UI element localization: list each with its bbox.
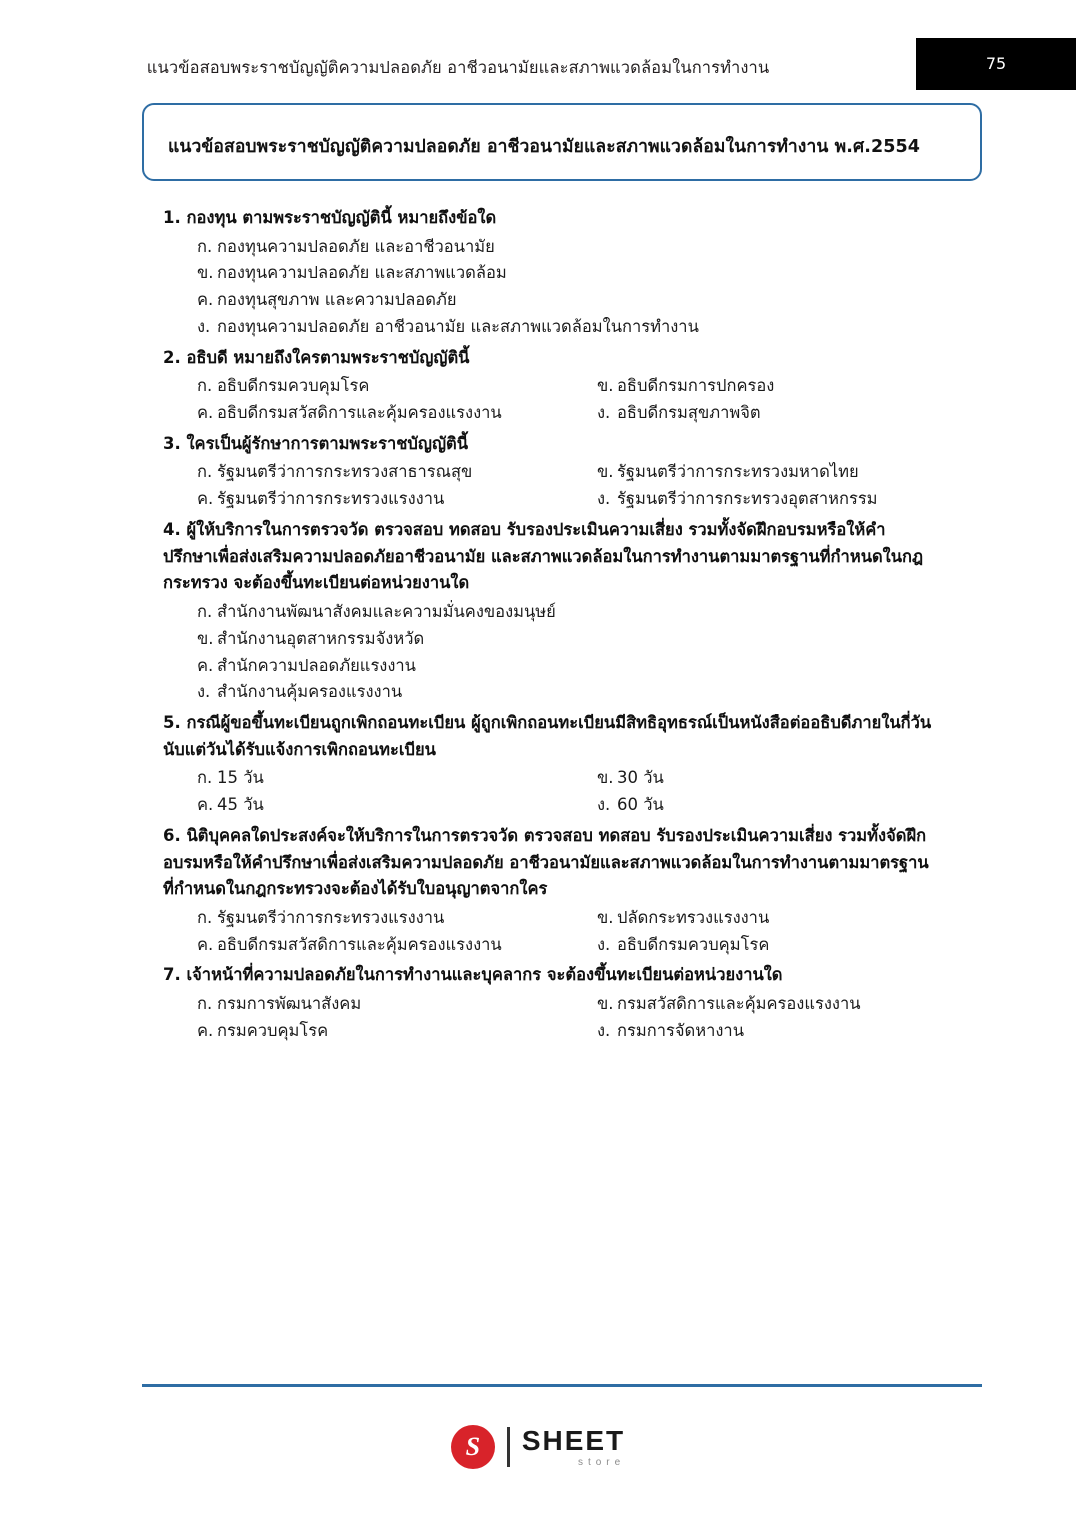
choice-option[interactable]: [163, 400, 563, 427]
choice-text: อธิบดีกรมควบคุมโรค: [617, 934, 770, 954]
choice-text: อธิบดีกรมควบคุมโรค: [217, 376, 370, 396]
choice-list: [163, 234, 953, 341]
choice-letter: ข.: [197, 263, 214, 283]
question-text: 1. กองทุน ตามพระราชบัญญัตินี้ หมายถึงข้อใด: [163, 208, 497, 227]
choice-letter: ก.: [197, 994, 213, 1014]
choice-letter: ง.: [597, 795, 611, 815]
choice-text: สำนักงานพัฒนาสังคมและความมั่นคงของมนุษย์: [217, 602, 556, 622]
document-title-banner: [142, 103, 982, 181]
question-text: 3. ใครเป็นผู้รักษาการตามพระราชบัญญัตินี้: [163, 433, 468, 453]
choice-text: รัฐมนตรีว่าการกระทรวงแรงงาน: [217, 907, 445, 927]
choice-letter: ง.: [597, 489, 611, 509]
choice-option[interactable]: [163, 765, 563, 792]
choice-option[interactable]: [563, 765, 953, 792]
choice-text: สำนักงานคุ้มครองแรงงาน: [217, 682, 403, 702]
choice-option[interactable]: [163, 653, 953, 680]
choice-letter: ค.: [197, 489, 214, 509]
questions-container: [163, 205, 953, 1049]
choice-letter: ง.: [597, 403, 611, 423]
choice-letter: ง.: [597, 934, 611, 954]
choice-text: กองทุนความปลอดภัย และอาชีวอนามัย: [217, 236, 495, 256]
choice-option[interactable]: [563, 486, 953, 513]
choice-option[interactable]: [563, 792, 953, 819]
choice-letter: ก.: [197, 602, 213, 622]
choice-option[interactable]: [163, 287, 953, 314]
choice-list: [163, 373, 953, 426]
choice-option[interactable]: [563, 1018, 953, 1045]
choice-text: รัฐมนตรีว่าการกระทรวงสาธารณสุข: [217, 462, 473, 482]
choice-list: [163, 459, 953, 512]
choice-option[interactable]: [163, 314, 953, 341]
choice-text: อธิบดีกรมสวัสดิการและคุ้มครองแรงงาน: [217, 403, 502, 423]
choice-text: รัฐมนตรีว่าการกระทรวงแรงงาน: [217, 489, 445, 509]
choice-option[interactable]: [563, 991, 953, 1018]
choice-letter: ข.: [597, 907, 614, 927]
question-text: 6. นิติบุคคลใดประสงค์จะให้บริการในการตรวจวัด ตรวจสอบ ทดสอบ รับรองประเมินความเสี่ยง รวมทั้งจัดฝึกอบรมหรือให้คำปรึกษาเพื่อส่งเสริมความปลอดภัย อาชีวอนามัยและสภาพแวดล้อมในการทำงานตามมาตรฐานที่กำหนดในกฎกระทรวงจะต้องได้รับใบอนุญาตจากใคร: [163, 825, 929, 899]
choice-letter: ง.: [197, 682, 211, 702]
question-item: [163, 962, 953, 1044]
choice-letter: ง.: [597, 1020, 611, 1040]
choice-option[interactable]: [163, 459, 563, 486]
choice-list: [163, 905, 953, 958]
choice-letter: ค.: [197, 403, 214, 423]
choice-text: รัฐมนตรีว่าการกระทรวงอุตสาหกรรม: [617, 489, 878, 509]
choice-letter: ข.: [197, 628, 214, 648]
choice-letter: ข.: [597, 376, 614, 396]
question-text: 2. อธิบดี หมายถึงใครตามพระราชบัญญัตินี้: [163, 347, 470, 367]
choice-letter: ก.: [197, 768, 213, 788]
choice-text: กองทุนความปลอดภัย อาชีวอนามัย และสภาพแวดล้อมในการทำงาน: [217, 316, 699, 336]
question-item: [163, 431, 953, 513]
question-item: [163, 205, 953, 341]
choice-letter: ข.: [597, 462, 614, 482]
logo-sub-text: store: [577, 1456, 626, 1468]
choice-option[interactable]: [163, 679, 953, 706]
choice-text: สำนักความปลอดภัยแรงงาน: [217, 655, 416, 675]
choice-text: สำนักงานอุตสาหกรรมจังหวัด: [217, 628, 425, 648]
choice-text: อธิบดีกรมการปกครอง: [617, 376, 775, 396]
question-item: [163, 345, 953, 427]
choice-text: กรมควบคุมโรค: [217, 1020, 329, 1040]
question-text: 5. กรณีผู้ขอขึ้นทะเบียนถูกเพิกถอนทะเบียน ผู้ถูกเพิกถอนทะเบียนมีสิทธิอุทธรณ์เป็นหนังสือต่ออธิบดีภายในกี่วันนับแต่วันได้รับแจ้งการเพิกถอนทะเบียน: [163, 712, 932, 759]
choice-option[interactable]: [163, 260, 953, 287]
choice-text: อธิบดีกรมสุขภาพจิต: [617, 403, 761, 423]
page-header: [0, 0, 1076, 90]
running-header-title: แนวข้อสอบพระราชบัญญัติความปลอดภัย อาชีวอนามัยและสภาพแวดล้อมในการทำงาน: [146, 58, 770, 77]
choice-letter: ค.: [197, 290, 214, 310]
choice-letter: ค.: [197, 1020, 214, 1040]
choice-letter: ก.: [197, 462, 213, 482]
footer-logo: [0, 1412, 1076, 1482]
choice-letter: ค.: [197, 795, 214, 815]
sheet-store-logo-icon: S: [451, 1425, 495, 1469]
choice-text: กรมสวัสดิการและคุ้มครองแรงงาน: [617, 994, 861, 1014]
choice-text: อธิบดีกรมสวัสดิการและคุ้มครองแรงงาน: [217, 934, 502, 954]
footer-divider: [142, 1384, 982, 1387]
choice-list: [163, 599, 953, 706]
question-text: 4. ผู้ให้บริการในการตรวจวัด ตรวจสอบ ทดสอบ รับรองประเมินความเสี่ยง รวมทั้งจัดฝึกอบรมหรือให้คำปรึกษาเพื่อส่งเสริมความปลอดภัยอาชีวอนามัย และสภาพแวดล้อมในการทำงานตามมาตรฐานที่กำหนดในกฎกระทรวง จะต้องขึ้นทะเบียนต่อหน่วยงานใด: [163, 519, 924, 593]
choice-option[interactable]: [163, 373, 563, 400]
choice-option[interactable]: [163, 626, 953, 653]
choice-text: ปลัดกระทรวงแรงงาน: [617, 907, 770, 927]
choice-option[interactable]: [163, 991, 563, 1018]
choice-text: รัฐมนตรีว่าการกระทรวงมหาดไทย: [617, 462, 859, 482]
question-item: [163, 517, 953, 706]
choice-text: 45 วัน: [217, 795, 264, 815]
choice-text: 30 วัน: [617, 768, 664, 788]
logo-wordmark: [521, 1424, 626, 1468]
choice-option[interactable]: [163, 792, 563, 819]
choice-letter: ข.: [597, 994, 614, 1014]
choice-option[interactable]: [563, 400, 953, 427]
choice-letter: ข.: [597, 768, 614, 788]
choice-letter: ง.: [197, 316, 211, 336]
choice-text: กองทุนความปลอดภัย และสภาพแวดล้อม: [217, 263, 507, 283]
choice-option[interactable]: [563, 459, 953, 486]
choice-letter: ก.: [197, 376, 213, 396]
choice-option[interactable]: [163, 905, 563, 932]
choice-text: กรมการจัดหางาน: [617, 1020, 744, 1040]
choice-text: กองทุนสุขภาพ และความปลอดภัย: [217, 290, 457, 310]
choice-text: 60 วัน: [617, 795, 664, 815]
choice-letter: ค.: [197, 655, 214, 675]
choice-option[interactable]: [163, 932, 563, 959]
page-number-box: [916, 38, 1076, 90]
logo-main-text: SHEET: [521, 1424, 626, 1456]
question-item: [163, 710, 953, 819]
choice-option[interactable]: [163, 234, 953, 261]
choice-letter: ก.: [197, 907, 213, 927]
question-text: 7. เจ้าหน้าที่ความปลอดภัยในการทำงานและบุคลากร จะต้องขึ้นทะเบียนต่อหน่วยงานใด: [163, 965, 783, 985]
choice-option[interactable]: [163, 1018, 563, 1045]
page-number: 75: [985, 54, 1007, 73]
choice-list: [163, 991, 953, 1044]
choice-option[interactable]: [563, 932, 953, 959]
choice-text: 15 วัน: [217, 768, 264, 788]
choice-letter: ค.: [197, 934, 214, 954]
document-title: แนวข้อสอบพระราชบัญญัติความปลอดภัย อาชีวอนามัยและสภาพแวดล้อมในการทำงาน พ.ศ.2554: [168, 137, 921, 157]
choice-list: [163, 765, 953, 818]
logo-divider: [507, 1427, 510, 1467]
choice-option[interactable]: [563, 373, 953, 400]
choice-letter: ก.: [197, 236, 213, 256]
choice-option[interactable]: [163, 599, 953, 626]
choice-option[interactable]: [563, 905, 953, 932]
choice-option[interactable]: [163, 486, 563, 513]
choice-text: กรมการพัฒนาสังคม: [217, 994, 362, 1014]
question-item: [163, 823, 953, 959]
